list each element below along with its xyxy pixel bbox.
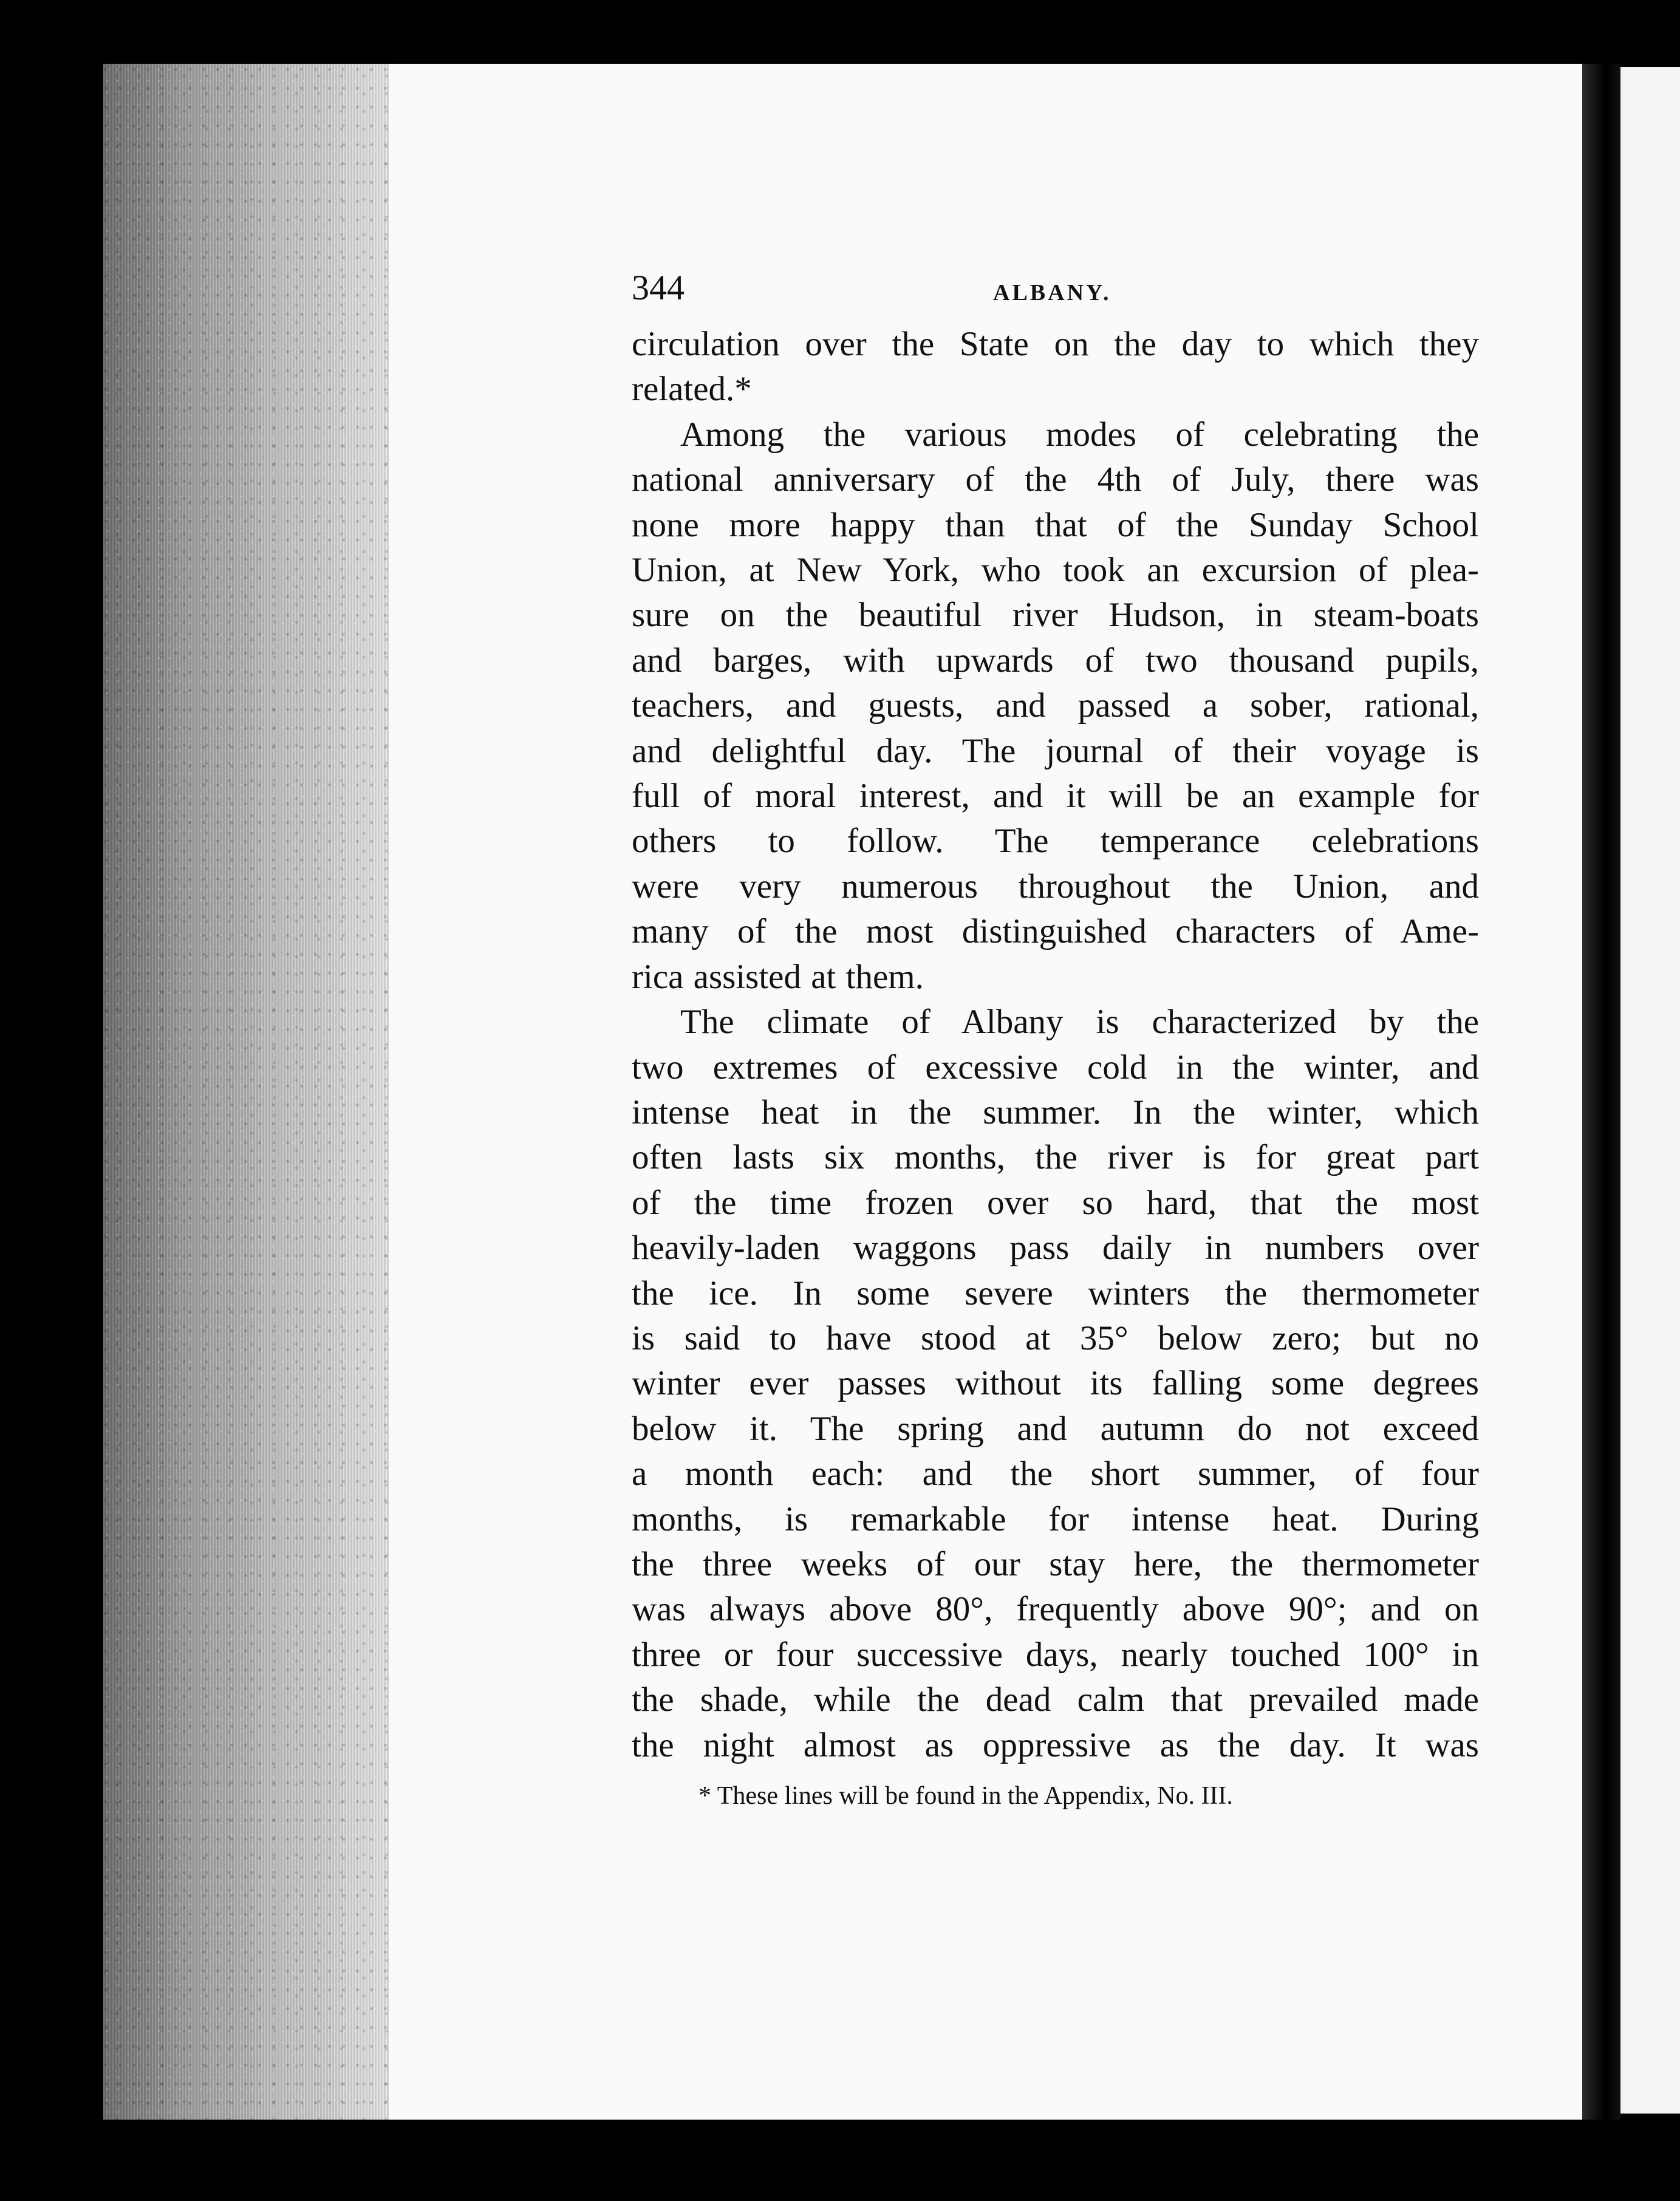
running-head [632, 267, 1479, 322]
text-block [632, 267, 1479, 1813]
text-line: national anniversary of the 4th of July, there was [632, 460, 1479, 499]
text-line: full of moral interest, and it will be an example for [632, 777, 1479, 816]
text-line: the shade, while the dead calm that prevailed made [632, 1681, 1479, 1719]
text-line: none more happy than that of the Sunday School [632, 505, 1479, 544]
text-line: below it. The spring and autumn do not exceed [632, 1409, 1479, 1448]
footnote: * These lines will be found in the Appendix, No. III. [698, 1782, 1233, 1810]
text-line: sure on the beautiful river Hudson, in steam-boats [632, 596, 1479, 635]
paragraph-3 [632, 1000, 1479, 1768]
text-line: a month each: and the short summer, of four [632, 1455, 1479, 1493]
text-line: others to follow. The temperance celebrations [632, 822, 1479, 861]
text-line: were very numerous throughout the Union, and [632, 867, 1479, 906]
page-edge-texture [103, 64, 395, 2120]
text-line: Union, at New York, who took an excursion of plea- [632, 551, 1479, 590]
text-line: teachers, and guests, and passed a sober, rational, [632, 686, 1479, 725]
text-line: heavily-laden waggons pass daily in numbers over [632, 1229, 1479, 1268]
text-line: the ice. In some severe winters the thermometer [632, 1274, 1479, 1312]
text-line: often lasts six months, the river is for great part [632, 1138, 1479, 1177]
text-line: circulation over the State on the day to which they [632, 325, 1479, 363]
text-line: three or four successive days, nearly touched 100° in [632, 1635, 1479, 1674]
facing-page-edge [1620, 67, 1680, 2114]
text-line: months, is remarkable for intense heat. During [632, 1500, 1479, 1538]
text-line: and delightful day. The journal of their voyage is [632, 731, 1479, 770]
text-line: is said to have stood at 35° below zero; but no [632, 1319, 1479, 1357]
text-line: intense heat in the summer. In the winter, which [632, 1093, 1479, 1131]
text-line: the night almost as oppressive as the day. It was [632, 1725, 1479, 1764]
text-line: related.* [632, 370, 752, 409]
paragraph-1 [632, 322, 1479, 412]
paragraph-2 [632, 412, 1479, 1000]
text-line: winter ever passes without its falling some degrees [632, 1364, 1479, 1403]
text-line: was always above 80°, frequently above 90°; and on [632, 1590, 1479, 1629]
text-line: the three weeks of our stay here, the thermometer [632, 1544, 1479, 1583]
text-line: and barges, with upwards of two thousand pupils, [632, 641, 1479, 680]
text-line: rica assisted at them. [632, 957, 924, 996]
text-line: Among the various modes of celebrating the [680, 415, 1479, 454]
page-number: 344 [632, 268, 685, 307]
text-line: many of the most distinguished characters of Ame- [632, 912, 1479, 951]
text-line: two extremes of excessive cold in the winter, and [632, 1048, 1479, 1087]
text-line: The climate of Albany is characterized by the [680, 1003, 1479, 1042]
text-line: of the time frozen over so hard, that the most [632, 1183, 1479, 1222]
running-title: ALBANY. [993, 280, 1111, 305]
gutter-shadow [1582, 64, 1620, 2120]
